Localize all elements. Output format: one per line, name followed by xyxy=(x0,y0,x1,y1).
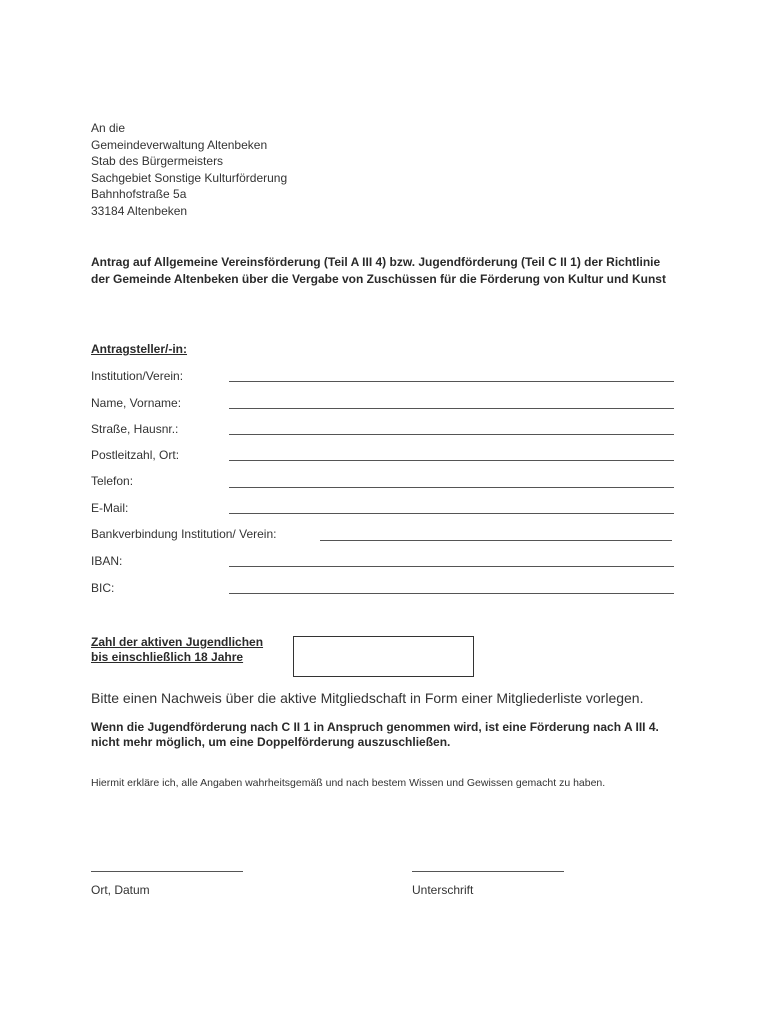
address-line: An die xyxy=(91,121,126,135)
address-line: Sachgebiet Sonstige Kulturförderung xyxy=(91,170,288,185)
field-input-iban[interactable] xyxy=(229,566,674,567)
field-input-phone[interactable] xyxy=(229,487,674,488)
document-title: Antrag auf Allgemeine Vereinsförderung (Teil A III 4) bzw. Jugendförderung (Teil C II 1) der Richtlinie der Gemeinde Altenbeken über die Vergabe von Zuschüssen für die Förderung von Kultur und Kunst xyxy=(91,255,666,286)
youth-count-label-line: bis einschließlich 18 Jahre xyxy=(91,650,244,664)
address-line: 33184 Altenbeken xyxy=(91,203,188,218)
field-input-institution[interactable] xyxy=(229,381,674,382)
field-label-email: E-Mail: xyxy=(91,501,129,515)
field-input-street[interactable] xyxy=(229,434,674,435)
place-date-line[interactable] xyxy=(91,871,243,872)
field-label-postal-city: Postleitzahl, Ort: xyxy=(91,448,180,462)
membership-proof-notice: Bitte einen Nachweis über die aktive Mitgliedschaft in Form einer Mitgliederliste vorlegen. xyxy=(91,690,644,706)
field-input-email[interactable] xyxy=(229,513,674,514)
field-label-name: Name, Vorname: xyxy=(91,396,182,410)
youth-count-input[interactable] xyxy=(293,636,474,677)
recipient-address xyxy=(91,120,287,220)
field-input-postal-city[interactable] xyxy=(229,460,674,461)
declaration-text: Hiermit erkläre ich, alle Angaben wahrheitsgemäß und nach bestem Wissen und Gewissen gemacht zu haben. xyxy=(91,777,606,789)
address-line: Gemeindeverwaltung Altenbeken xyxy=(91,137,268,152)
field-label-street: Straße, Hausnr.: xyxy=(91,422,179,436)
field-input-bank[interactable] xyxy=(320,540,672,541)
address-line: Stab des Bürgermeisters xyxy=(91,154,224,169)
field-label-phone: Telefon: xyxy=(91,474,134,488)
place-date-label: Ort, Datum xyxy=(91,883,150,897)
field-label-iban: IBAN: xyxy=(91,554,123,568)
signature-label: Unterschrift xyxy=(412,883,474,897)
address-line: Bahnhofstraße 5a xyxy=(91,187,187,202)
field-input-name[interactable] xyxy=(229,408,674,409)
double-funding-warning: Wenn die Jugendförderung nach C II 1 in Anspruch genommen wird, ist eine Förderung nach A III 4. nicht mehr möglich, um eine Doppelförderung auszuschließen. xyxy=(91,720,659,749)
field-label-institution: Institution/Verein: xyxy=(91,369,184,383)
field-label-bank: Bankverbindung Institution/ Verein: xyxy=(91,527,277,541)
field-input-bic[interactable] xyxy=(229,593,674,594)
youth-count-label-line: Zahl der aktiven Jugendlichen xyxy=(91,635,264,649)
field-label-bic: BIC: xyxy=(91,581,115,595)
youth-count-label xyxy=(91,635,263,665)
applicant-heading: Antragsteller/-in: xyxy=(91,342,188,356)
signature-line[interactable] xyxy=(412,871,564,872)
